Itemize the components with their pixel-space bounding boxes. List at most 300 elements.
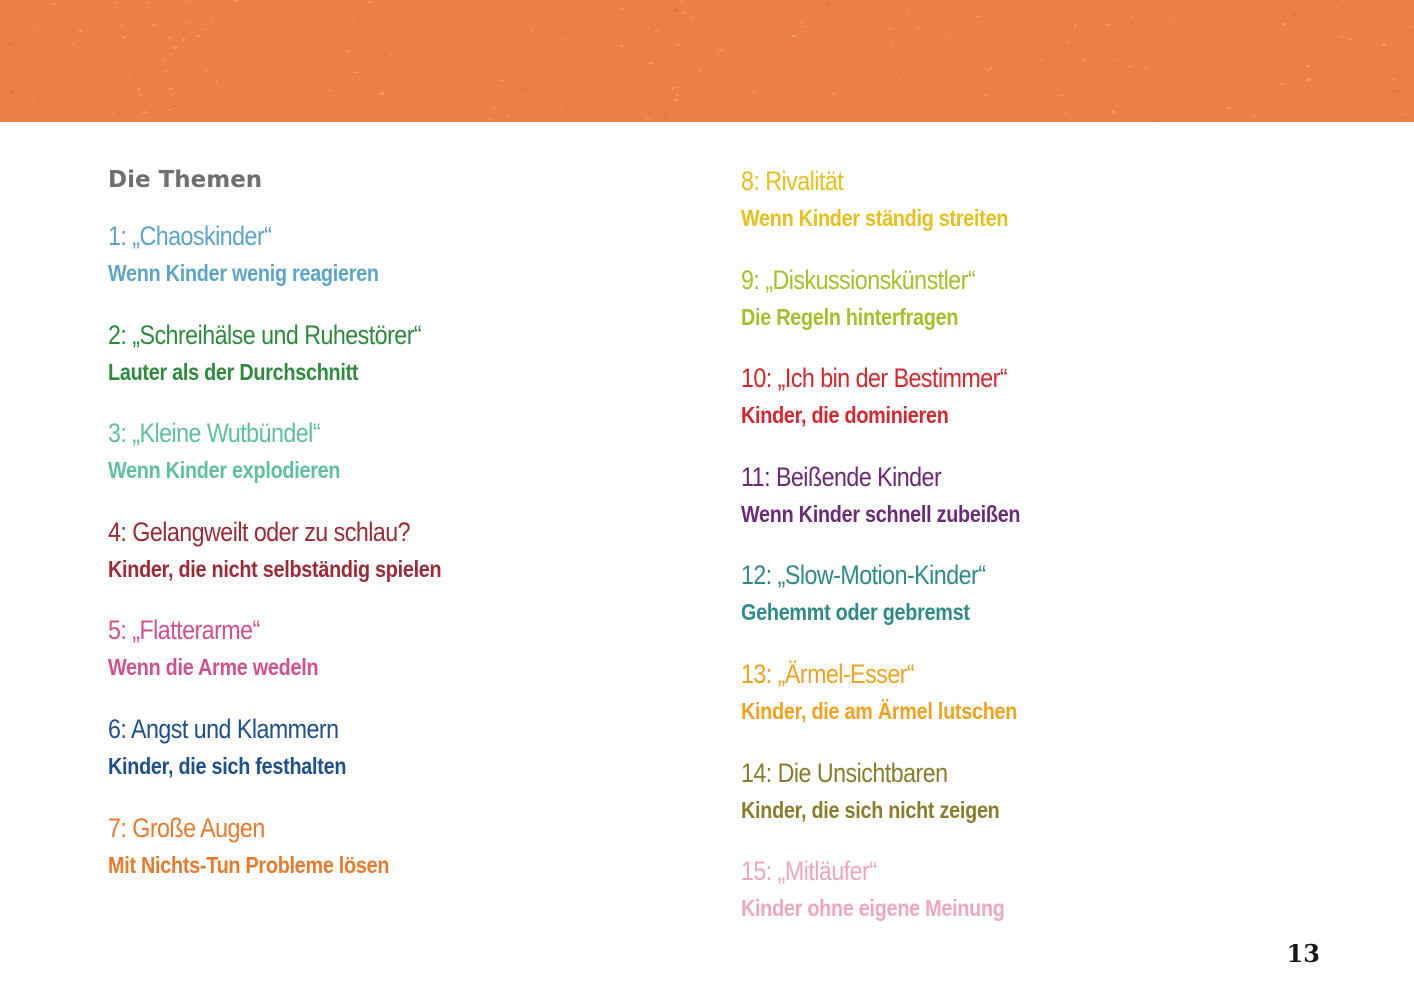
speckle xyxy=(528,62,530,63)
speckle xyxy=(1281,97,1283,99)
speckle xyxy=(791,59,793,60)
topic-title: 4: Gelangweilt oder zu schlau? xyxy=(108,517,411,547)
speckle xyxy=(982,95,987,96)
speckle xyxy=(168,54,173,55)
speckle xyxy=(587,88,590,89)
topic-subtitle: Wenn Kinder wenig reagieren xyxy=(108,260,379,286)
speckle xyxy=(389,43,392,44)
speckle xyxy=(112,112,114,114)
speckle xyxy=(648,27,650,29)
topic-subtitle: Kinder ohne eigene Meinung xyxy=(741,895,1005,921)
topic-item xyxy=(108,811,708,901)
speckle xyxy=(126,9,131,10)
speckle xyxy=(1279,84,1284,86)
speckle xyxy=(79,30,82,32)
topic-title: 2: „Schreihälse und Ruhestörer“ xyxy=(108,320,422,350)
speckle xyxy=(928,9,931,10)
speckle xyxy=(662,53,665,54)
speckle xyxy=(10,91,13,93)
speckle xyxy=(187,99,191,100)
speckle xyxy=(142,106,144,107)
speckle xyxy=(500,79,504,81)
speckle xyxy=(1013,77,1015,78)
speckle xyxy=(1370,103,1371,105)
speckle xyxy=(173,47,178,49)
speckle xyxy=(1137,15,1140,17)
speckle xyxy=(1104,24,1110,26)
speckle xyxy=(156,36,157,38)
speckle xyxy=(881,10,884,11)
speckle xyxy=(900,79,902,81)
speckle xyxy=(1064,112,1067,114)
speckle xyxy=(907,12,909,14)
speckle xyxy=(185,21,190,23)
speckle xyxy=(817,41,822,43)
speckle xyxy=(408,75,412,77)
speckle xyxy=(846,23,850,24)
speckle xyxy=(1109,42,1114,43)
speckle xyxy=(648,113,652,114)
speckle xyxy=(161,59,165,61)
speckle xyxy=(380,0,382,1)
speckle xyxy=(234,0,239,2)
speckle xyxy=(803,25,807,27)
speckle xyxy=(1321,118,1324,119)
speckle xyxy=(1403,3,1408,5)
topic-subtitle: Mit Nichts-Tun Probleme lösen xyxy=(108,852,390,878)
topic-title: 5: „Flatterarme“ xyxy=(108,615,260,645)
speckle xyxy=(1130,15,1132,17)
speckle xyxy=(620,8,625,10)
speckle xyxy=(662,114,666,116)
speckle xyxy=(1173,21,1176,23)
speckle xyxy=(1083,59,1085,61)
speckle xyxy=(323,36,328,37)
speckle xyxy=(542,114,544,116)
speckle xyxy=(561,33,565,34)
speckle xyxy=(479,12,483,13)
speckle xyxy=(752,92,756,94)
speckle xyxy=(1050,21,1054,22)
speckle xyxy=(674,9,679,12)
speckle xyxy=(676,45,680,46)
speckle xyxy=(888,28,893,30)
speckle xyxy=(956,112,958,114)
speckle xyxy=(1109,33,1113,35)
speckle xyxy=(1067,41,1071,43)
topic-subtitle: Kinder, die sich festhalten xyxy=(108,753,347,779)
speckle xyxy=(206,70,210,72)
speckle xyxy=(27,41,29,43)
speckle xyxy=(130,60,131,62)
speckle xyxy=(121,25,123,27)
header-band xyxy=(0,0,1414,122)
speckle xyxy=(1128,66,1133,67)
speckle xyxy=(380,92,385,95)
speckle xyxy=(671,87,673,90)
speckle xyxy=(643,106,647,108)
speckle xyxy=(133,71,136,73)
topic-subtitle: Wenn Kinder ständig streiten xyxy=(741,205,1009,231)
speckle xyxy=(354,72,360,74)
speckle xyxy=(1340,36,1345,38)
speckle xyxy=(1363,97,1368,98)
speckle xyxy=(1300,116,1302,118)
speckle xyxy=(989,67,993,69)
topic-subtitle: Wenn die Arme wedeln xyxy=(108,654,319,680)
speckle xyxy=(653,18,656,19)
topic-subtitle: Wenn Kinder explodieren xyxy=(108,457,341,483)
speckle xyxy=(1024,38,1025,40)
topic-subtitle: Wenn Kinder schnell zubeißen xyxy=(741,501,1021,527)
speckle xyxy=(417,24,418,26)
topic-item xyxy=(741,657,1341,747)
speckle xyxy=(1088,76,1090,79)
speckle xyxy=(156,42,160,43)
topic-subtitle: Kinder, die nicht selbständig spielen xyxy=(108,556,442,582)
speckle xyxy=(119,19,122,20)
speckle xyxy=(50,3,56,5)
speckle xyxy=(359,11,360,13)
speckle xyxy=(168,37,171,39)
speckle xyxy=(173,105,178,106)
page-number: 13 xyxy=(1286,939,1320,968)
speckle xyxy=(1253,114,1256,117)
topic-item xyxy=(108,318,708,408)
speckle xyxy=(170,94,174,95)
speckle xyxy=(62,7,67,9)
speckle xyxy=(799,22,804,23)
speckle xyxy=(161,54,162,55)
speckle xyxy=(138,94,143,96)
speckle xyxy=(996,54,1000,55)
speckle xyxy=(347,50,350,52)
speckle xyxy=(1074,25,1077,27)
speckle xyxy=(467,2,468,4)
topic-subtitle: Kinder, die am Ärmel lutschen xyxy=(741,698,1018,724)
speckle xyxy=(719,49,724,51)
speckle xyxy=(1140,93,1142,95)
speckle xyxy=(114,1,118,3)
speckle xyxy=(36,25,38,28)
speckle xyxy=(1060,95,1063,97)
speckle xyxy=(0,59,2,60)
speckle xyxy=(1003,120,1007,121)
speckle xyxy=(128,54,131,55)
speckle xyxy=(1039,59,1044,61)
speckle xyxy=(196,35,200,37)
speckle xyxy=(949,33,951,36)
speckle xyxy=(674,99,678,101)
speckle xyxy=(817,77,820,79)
header-texture xyxy=(0,0,1414,122)
speckle xyxy=(1079,42,1081,43)
speckle xyxy=(664,65,668,66)
speckle xyxy=(1166,75,1171,76)
speckle xyxy=(723,110,728,111)
speckle xyxy=(1349,39,1352,41)
speckle xyxy=(655,30,660,31)
topic-subtitle: Die Regeln hinterfragen xyxy=(741,304,959,330)
speckle xyxy=(137,88,139,90)
topic-title: 12: „Slow-Motion-Kinder“ xyxy=(741,560,986,590)
speckle xyxy=(1368,19,1372,20)
speckle xyxy=(1156,120,1161,121)
speckle xyxy=(215,81,218,83)
topic-item xyxy=(108,613,708,703)
speckle xyxy=(159,39,161,41)
speckle xyxy=(890,44,893,47)
speckle xyxy=(8,43,12,45)
speckle xyxy=(589,14,591,16)
speckle xyxy=(123,36,126,38)
speckle xyxy=(142,111,147,113)
topic-item xyxy=(108,416,708,506)
speckle xyxy=(662,35,667,37)
speckle xyxy=(225,18,228,19)
speckle xyxy=(1111,110,1115,113)
speckle xyxy=(196,19,198,21)
speckle xyxy=(1142,68,1147,69)
speckle xyxy=(690,17,694,18)
topic-title: 9: „Diskussionskünstler“ xyxy=(741,265,976,295)
speckle xyxy=(436,57,438,58)
speckle xyxy=(147,7,152,8)
speckle xyxy=(521,88,524,90)
speckle xyxy=(773,39,775,41)
speckle xyxy=(862,46,864,47)
topic-item xyxy=(741,854,1341,944)
speckle xyxy=(1382,44,1386,46)
speckle xyxy=(224,73,225,75)
speckle xyxy=(636,53,638,54)
speckle xyxy=(1227,107,1231,109)
speckle xyxy=(163,71,168,73)
topic-item xyxy=(108,712,708,802)
speckle xyxy=(987,69,991,71)
speckle xyxy=(65,55,70,57)
speckle xyxy=(1356,62,1357,64)
speckle xyxy=(366,69,369,71)
speckle xyxy=(1410,26,1413,28)
speckle xyxy=(337,87,341,89)
topic-title: 13: „Ärmel-Esser“ xyxy=(741,659,915,689)
speckle xyxy=(1187,116,1190,118)
speckle xyxy=(1307,78,1312,81)
speckle xyxy=(32,100,35,102)
topic-title: 7: Große Augen xyxy=(108,813,265,843)
speckle xyxy=(1116,85,1118,87)
topic-item xyxy=(741,263,1341,353)
speckle xyxy=(559,106,563,108)
speckle xyxy=(959,87,964,88)
topic-title: 11: Beißende Kinder xyxy=(741,462,942,492)
speckle xyxy=(820,18,823,19)
speckle xyxy=(239,96,243,98)
section-heading: Die Themen xyxy=(108,167,263,193)
speckle xyxy=(846,60,848,62)
speckle xyxy=(926,61,931,62)
speckle xyxy=(1215,98,1217,99)
speckle xyxy=(126,43,128,44)
speckle xyxy=(352,17,355,19)
speckle xyxy=(368,1,373,3)
speckle xyxy=(620,45,624,47)
topic-item xyxy=(741,756,1341,846)
speckle xyxy=(168,87,173,89)
speckle xyxy=(1097,111,1099,113)
speckle xyxy=(676,87,681,88)
speckle xyxy=(1154,23,1156,25)
speckle xyxy=(493,107,497,108)
speckle xyxy=(72,44,75,47)
speckle xyxy=(516,101,519,102)
topic-title: 6: Angst und Klammern xyxy=(108,714,339,744)
speckle xyxy=(175,111,178,113)
speckle xyxy=(196,91,199,92)
topic-title: 3: „Kleine Wutbündel“ xyxy=(108,418,321,448)
speckle xyxy=(151,19,153,20)
speckle xyxy=(1359,74,1362,75)
speckle xyxy=(963,86,964,87)
speckle xyxy=(39,74,41,75)
speckle xyxy=(831,92,835,94)
speckle xyxy=(1373,10,1378,11)
speckle xyxy=(909,114,911,116)
topic-subtitle: Gehemmt oder gebremst xyxy=(741,599,970,625)
topic-item xyxy=(741,460,1341,550)
speckle xyxy=(636,10,637,12)
speckle xyxy=(267,79,269,80)
speckle xyxy=(747,32,750,33)
speckle xyxy=(382,53,386,56)
topic-title: 15: „Mitläufer“ xyxy=(741,856,877,886)
speckle xyxy=(1126,41,1129,42)
speckle xyxy=(650,105,652,107)
speckle xyxy=(1114,59,1119,61)
speckle xyxy=(916,27,922,29)
speckle xyxy=(1093,94,1095,95)
speckle xyxy=(530,31,533,33)
speckle xyxy=(1307,65,1311,67)
speckle xyxy=(100,26,102,28)
speckle xyxy=(319,69,323,70)
speckle xyxy=(1394,90,1399,92)
speckle xyxy=(262,104,266,106)
speckle xyxy=(1368,108,1370,109)
speckle xyxy=(187,0,191,2)
speckle xyxy=(177,89,182,90)
speckle xyxy=(690,35,691,37)
speckle xyxy=(152,24,157,26)
speckle xyxy=(234,53,236,54)
speckle xyxy=(502,48,506,50)
speckle xyxy=(1342,0,1345,1)
speckle xyxy=(210,21,212,22)
speckle xyxy=(302,47,306,49)
topic-item xyxy=(741,558,1341,648)
speckle xyxy=(1387,55,1388,57)
speckle xyxy=(22,95,25,97)
speckle xyxy=(693,68,695,69)
topic-item xyxy=(108,219,708,309)
speckle xyxy=(342,20,344,21)
speckle xyxy=(697,6,699,8)
speckle xyxy=(109,106,113,108)
speckle xyxy=(488,118,493,120)
speckle xyxy=(514,10,517,11)
speckle xyxy=(879,31,882,32)
topic-item xyxy=(741,164,1341,254)
speckle xyxy=(182,39,185,41)
topic-title: 1: „Chaoskinder“ xyxy=(108,221,272,251)
speckle xyxy=(1010,106,1014,108)
speckle xyxy=(133,76,138,79)
speckle xyxy=(1401,113,1404,115)
speckle xyxy=(116,8,118,9)
speckle xyxy=(827,3,831,5)
speckle xyxy=(1201,3,1202,5)
speckle xyxy=(1271,12,1274,13)
speckle xyxy=(507,116,510,118)
speckle xyxy=(328,89,331,91)
speckle xyxy=(215,105,218,106)
speckle xyxy=(1255,41,1257,42)
speckle xyxy=(1055,78,1059,79)
speckle xyxy=(956,20,958,22)
speckle xyxy=(3,119,7,120)
speckle xyxy=(201,29,204,30)
speckle xyxy=(107,13,109,14)
topic-title: 14: Die Unsichtbaren xyxy=(741,758,948,788)
topic-subtitle: Lauter als der Durchschnitt xyxy=(108,359,359,385)
speckle xyxy=(1377,21,1379,22)
speckle xyxy=(1102,7,1103,8)
speckle xyxy=(935,96,940,97)
speckle xyxy=(806,111,807,112)
speckle xyxy=(166,76,170,78)
speckle xyxy=(1267,32,1268,33)
topic-subtitle: Kinder, die sich nicht zeigen xyxy=(741,797,1000,823)
speckle xyxy=(1391,78,1395,80)
speckle xyxy=(831,8,833,9)
speckle xyxy=(1293,13,1297,15)
speckle xyxy=(982,2,987,3)
speckle xyxy=(702,81,704,83)
speckle xyxy=(330,30,333,31)
speckle xyxy=(676,94,679,96)
speckle xyxy=(792,35,797,37)
speckle xyxy=(648,62,653,64)
speckle xyxy=(646,117,651,119)
speckle xyxy=(693,46,696,48)
topic-item xyxy=(108,515,708,605)
speckle xyxy=(683,12,686,14)
speckle xyxy=(147,1,149,3)
speckle xyxy=(975,15,980,17)
speckle xyxy=(1069,7,1072,8)
speckle xyxy=(1326,98,1331,99)
speckle xyxy=(970,72,971,74)
speckle xyxy=(933,105,935,107)
speckle xyxy=(486,28,490,30)
speckle xyxy=(1286,64,1288,66)
topic-title: 10: „Ich bin der Bestimmer“ xyxy=(741,363,1008,393)
speckle xyxy=(681,0,683,2)
topic-item xyxy=(741,361,1341,451)
speckle xyxy=(1102,84,1104,86)
speckle xyxy=(25,21,27,24)
